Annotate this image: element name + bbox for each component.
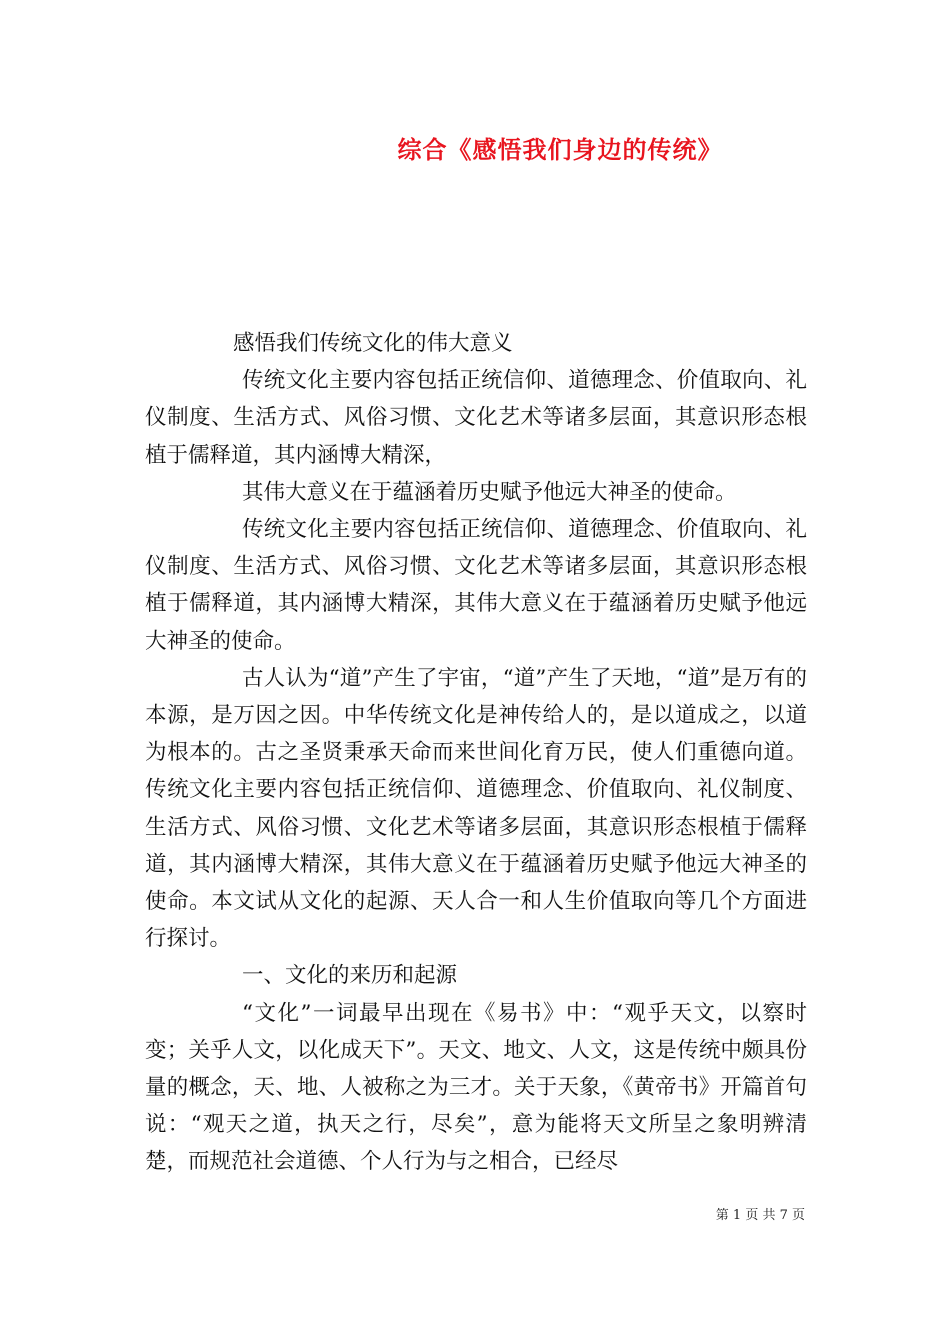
paragraph-5: “文化”一词最早出现在《易书》中：“观乎天文，以察时变；关乎人文，以化成天下”。天文、地文、人文，这是传统中颇具份量的概念，天、地、人被称之为三才。关于天象，《黄帝书》开篇首句说：“观天之道，执天之行，尽矣”，意为能将天文所呈之象明辨清楚，而规范社会道德、个人行为与之相合，已经尽	[145, 1000, 807, 1175]
paragraph-3: 传统文化主要内容包括正统信仰、道德理念、价值取向、礼仪制度、生活方式、风俗习惯、文化艺术等诸多层面，其意识形态根植于儒释道，其内涵博大精深，其伟大意义在于蕴涵着历史赋予他远大神圣的使命。	[145, 517, 807, 654]
page-number-footer: 第 1 页 共 7 页	[715, 1208, 805, 1223]
paragraph-2: 其伟大意义在于蕴涵着历史赋予他远大神圣的使命。	[242, 479, 737, 505]
paragraph-1: 传统文化主要内容包括正统信仰、道德理念、价值取向、礼仪制度、生活方式、风俗习惯、文化艺术等诸多层面，其意识形态根植于儒释道，其内涵博大精深，	[145, 368, 807, 468]
document-title: 综合《感悟我们身边的传统》	[397, 135, 723, 164]
section-heading: 一、文化的来历和起源	[242, 963, 458, 989]
paragraph-4: 古人认为“道”产生了宇宙，“道”产生了天地，“道”是万有的本源，是万因之因。中华传统文化是神传给人的，是以道成之，以道为根本的。古之圣贤秉承天命而来世间化育万民，使人们重德向道。传统文化主要内容包括正统信仰、道德理念、价值取向、礼仪制度、生活方式、风俗习惯、文化艺术等诸多层面，其意识形态根植于儒释道，其内涵博大精深，其伟大意义在于蕴涵着历史赋予他远大神圣的使命。本文试从文化的起源、天人合一和人生价值取向等几个方面进行探讨。	[145, 665, 807, 952]
section-subtitle: 感悟我们传统文化的伟大意义	[233, 331, 513, 356]
document-body	[145, 325, 807, 1181]
